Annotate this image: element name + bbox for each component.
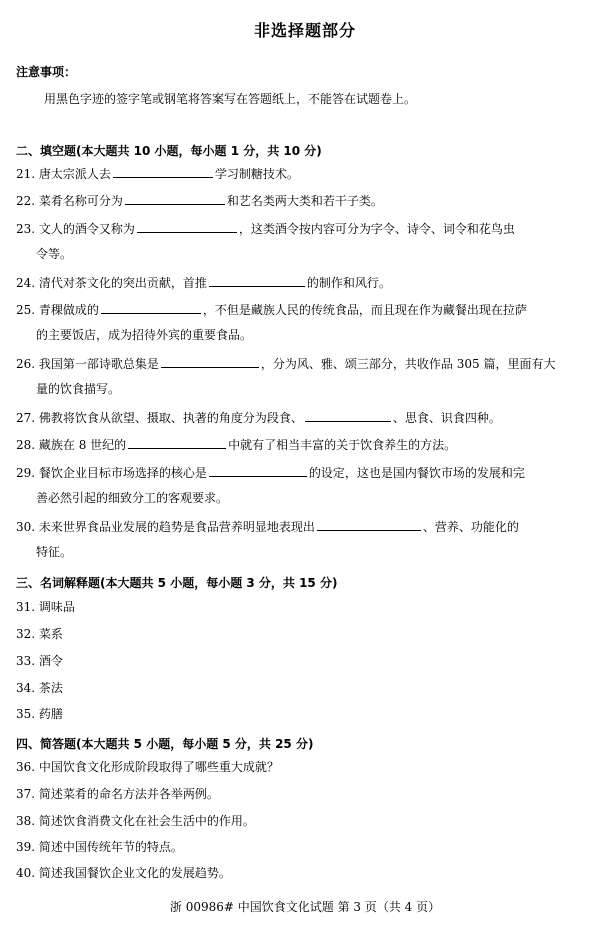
page-footer: 浙 00986# 中国饮食文化试题 第 3 页（共 4 页） [169,900,441,914]
question-text-continued: 量的饮食描写。 [36,382,121,396]
section-term-explanation: 三、名词解释题(本大题共 5 小题，每小题 3 分，共 15 分) [16,576,338,590]
question-26 [16,352,594,402]
question-text: ，分为风、雅、颂三部分，共收作品 305 篇，里面有大 [260,357,556,371]
question-37: 37. 简述菜肴的命名方法并各举两例。 [16,787,219,801]
question-32: 32. 菜系 [16,627,63,641]
question-text: 22. 菜肴名称可分为 [16,194,123,208]
question-text: 27. 佛教将饮食从欲望、摄取、执著的角度分为段食、 [16,411,303,425]
question-text: 23. 文人的酒令又称为 [16,222,135,236]
question-36: 36. 中国饮食文化形成阶段取得了哪些重大成就？ [16,760,279,774]
question-23 [16,217,594,267]
question-text-continued: 的主要饭店，成为招待外宾的重要食品。 [36,328,253,342]
question-34: 34. 茶法 [16,681,63,695]
question-22 [16,189,594,214]
answer-blank [101,299,201,314]
answer-blank [128,434,226,449]
question-28 [16,433,594,458]
question-text-continued: 特征。 [36,545,73,559]
question-25 [16,298,594,348]
answer-blank [209,272,305,287]
page-title: 非选择题部分 [253,21,356,40]
notice-heading: 注意事项： [16,65,77,79]
question-text: 21. 唐太宗派人去 [16,167,111,181]
section-short-answer: 四、简答题(本大题共 5 小题，每小题 5 分，共 25 分) [16,737,314,751]
question-text: 中就有了相当丰富的关于饮食养生的方法。 [228,438,457,452]
section-fill-in: 二、填空题(本大题共 10 小题，每小题 1 分，共 10 分) [16,144,322,158]
question-text: 、思食、识食四种。 [392,411,501,425]
question-text: 29. 餐饮企业目标市场选择的核心是 [16,466,207,480]
question-text: 、营养、功能化的 [422,520,519,534]
question-21 [16,162,594,187]
answer-blank [137,218,237,233]
answer-blank [317,516,421,531]
answer-blank [305,407,391,422]
question-29 [16,461,594,511]
question-text-continued: 令等。 [36,247,73,261]
question-text: ，这类酒令按内容可分为字令、诗令、词令和花鸟虫 [238,222,515,236]
question-text-continued: 善必然引起的细致分工的客观要求。 [36,491,229,505]
answer-blank [209,462,307,477]
question-40: 40. 简述我国餐饮企业文化的发展趋势。 [16,866,231,880]
question-27 [16,406,594,431]
question-35: 35. 药膳 [16,707,63,721]
question-31: 31. 调味品 [16,600,75,614]
answer-blank [113,163,213,178]
question-38: 38. 简述饮食消费文化在社会生活中的作用。 [16,814,255,828]
answer-blank [161,353,259,368]
question-text: 的制作和风行。 [306,276,391,290]
question-text: 25. 青稞做成的 [16,303,99,317]
question-text: 和艺名类两大类和若干子类。 [226,194,383,208]
question-text: 24. 清代对茶文化的突出贡献，首推 [16,276,207,290]
question-39: 39. 简述中国传统年节的特点。 [16,840,183,854]
notice-text: 用黑色字迹的签字笔或钢笔将答案写在答题纸上，不能答在试题卷上。 [44,92,417,106]
question-30 [16,515,594,565]
question-text: 26. 我国第一部诗歌总集是 [16,357,159,371]
question-24 [16,271,594,296]
question-33: 33. 酒令 [16,654,63,668]
question-text: ，不但是藏族人民的传统食品，而且现在作为藏餐出现在拉萨 [202,303,527,317]
answer-blank [125,190,225,205]
question-text: 30. 未来世界食品业发展的趋势是食品营养明显地表现出 [16,520,315,534]
question-text: 学习制糖技术。 [214,167,299,181]
question-text: 28. 藏族在 8 世纪的 [16,438,127,452]
question-text: 的设定，这也是国内餐饮市场的发展和完 [308,466,525,480]
